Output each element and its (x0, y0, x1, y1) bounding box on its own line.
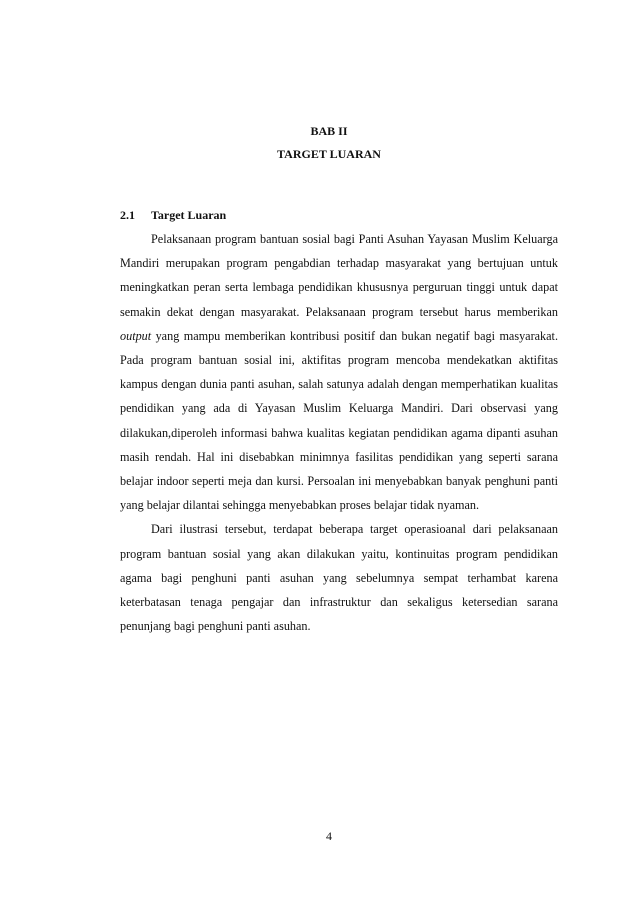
section-heading (120, 208, 226, 222)
section-title: Target Luaran (151, 208, 227, 222)
paragraph-1-italic-term: output (120, 328, 152, 343)
paragraph-2: Dari ilustrasi tersebut, terdapat beberapa target operasioanal dari pelaksanaan program bantuan sosial yang akan dilakukan yaitu, kontinuitas program pendidikan agama bagi penghuni panti asuhan yang sebelumnya sempat terhambat karena keterbatasan tenaga pengajar dan infrastruktur dan sekaligus ketersedian sarana penunjang bagi penghuni panti asuhan. (120, 522, 558, 634)
chapter-number: BAB II (310, 124, 348, 138)
chapter-title: TARGET LUARAN (277, 147, 381, 161)
paragraph-1-part-2: yang mampu memberikan kontribusi positif dan bukan negatif bagi masyarakat. Pada program bantuan sosial ini, aktifitas program mencoba mendekatkan aktifitas kampus dengan dunia panti asuhan, salah satunya adalah dengan memperhatikan kualitas pendidikan yang ada di Yayasan Muslim Keluarga Mandiri. Dari observasi yang dilakukan,diperoleh informasi bahwa kualitas kegiatan pendidikan agama dipanti asuhan masih rendah. Hal ini disebabkan minimnya fasilitas pendidikan yang seperti sarana belajar indoor seperti meja dan kursi. Persoalan ini menyebabkan banyak penghuni panti yang belajar dilantai sehingga menyebabkan proses belajar tidak nyaman. (120, 328, 558, 513)
paragraph-1-part-1: Pelaksanaan program bantuan sosial bagi Panti Asuhan Yayasan Muslim Keluarga Mandiri merupakan program pengabdian terhadap masyarakat yang bertujuan untuk meningkatkan peran serta lembaga pendidikan khususnya perguruan tinggi untuk dapat semakin dekat dengan masyarakat. Pelaksanaan program tersebut harus memberikan (120, 232, 558, 319)
page-number: 4 (326, 829, 332, 843)
section-number: 2.1 (120, 208, 135, 222)
body-text (120, 227, 558, 638)
paragraph-1 (120, 227, 558, 517)
